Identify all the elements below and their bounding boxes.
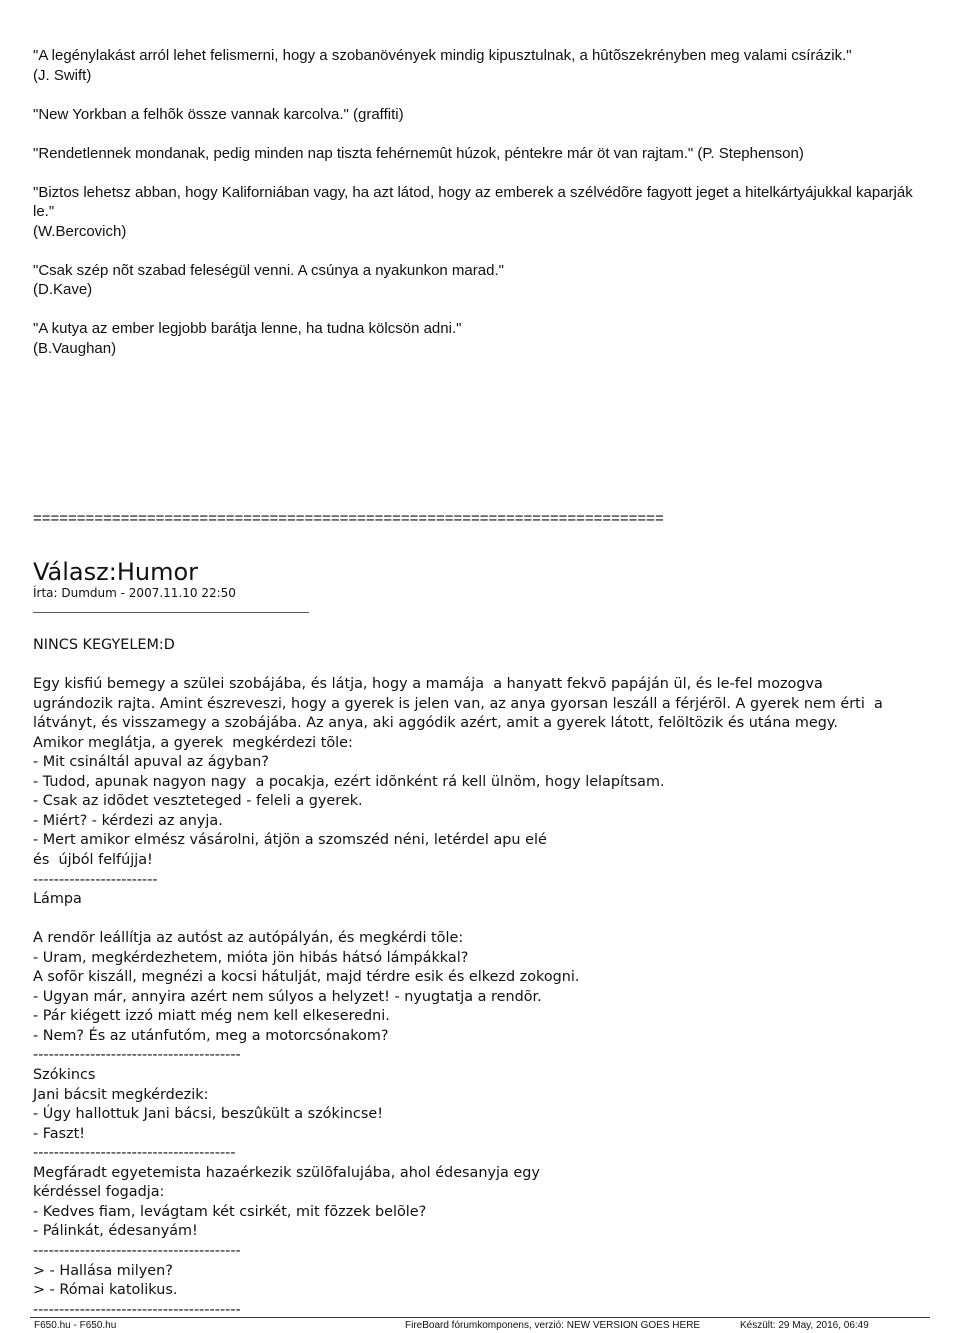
post-line: ----------------------------------------	[33, 1047, 241, 1064]
post-line: ------------------------	[33, 871, 158, 888]
quote-attribution: (D.Kave)	[33, 281, 93, 298]
quote-line: "A kutya az ember legjobb barátja lenne, ha tudna kölcsön adni."	[33, 320, 462, 337]
post-line: Szókincs	[33, 1067, 96, 1084]
post-line: - Uram, megkérdezhetem, mióta jön hibás hátsó lámpákkal?	[33, 949, 469, 966]
post-line: Amikor meglátja, a gyerek megkérdezi tõle:	[33, 734, 353, 751]
post-line: - Úgy hallottuk Jani bácsi, beszûkült a szókincse!	[33, 1106, 383, 1123]
post-line: > - Római katolikus.	[33, 1282, 178, 1299]
post-line: - Mit csináltál apuval az ágyban?	[33, 754, 269, 771]
quote-block	[33, 183, 933, 242]
post-line: Egy kisfiú bemegy a szülei szobájába, és látja, hogy a mamája a hanyatt fekvõ papáján ül, és le-fel mozogva	[33, 676, 823, 693]
post-line	[33, 910, 933, 930]
page-footer	[0, 1317, 960, 1332]
post-line: > - Hallása milyen?	[33, 1262, 173, 1279]
quote-attribution: (B.Vaughan)	[33, 339, 117, 357]
post-line: - Tudod, apunak nagyon nagy a pocakja, ezért idõnként rá kell ülnöm, hogy lelapítsam.	[33, 773, 665, 790]
footer-created: Készült: 29 May, 2016, 06:49	[740, 1320, 869, 1331]
quote-line: "Rendetlennek mondanak, pedig minden nap tiszta fehérnemût húzok, péntekre már öt van rajtam." (P. Stephenson)	[33, 144, 804, 162]
post-body	[33, 636, 933, 1320]
post-line: ----------------------------------------	[33, 1242, 241, 1259]
quotes-section	[33, 46, 933, 358]
post-line: Megfáradt egyetemista hazaérkezik szülõfalujába, ahol édesanyja egy	[33, 1164, 540, 1181]
post-line: látványt, és visszamegy a szobájába. Az anya, aki aggódik azért, amit a gyerek látott, felöltözik és utána megy.	[33, 715, 838, 732]
quote-attribution: (W.Bercovich)	[33, 222, 127, 240]
post-line: kérdéssel fogadja:	[33, 1184, 165, 1201]
post-line: ugrándozik rajta. Amint észreveszi, hogy a gyerek is jelen van, az anya gyorsan leszáll a férjérõl. A gyerek nem érti a	[33, 695, 883, 712]
post-line: - Faszt!	[33, 1125, 86, 1142]
post-line: - Kedves fiam, levágtam két csirkét, mit fõzzek belõle?	[33, 1203, 427, 1220]
quote-block	[33, 319, 933, 358]
post-line: - Ugyan már, annyira azért nem súlyos a helyzet! - nyugtatja a rendõr.	[33, 988, 542, 1005]
post-line: - Csak az idõdet veszteteged - feleli a gyerek.	[33, 793, 363, 810]
post-line: ----------------------------------------	[33, 1301, 241, 1318]
footer-site: F650.hu - F650.hu	[34, 1320, 117, 1331]
separator-line: ========================================================================	[33, 510, 664, 527]
post-line: A sofõr kiszáll, megnézi a kocsi hátulját, majd térdre esik és elkezd zokogni.	[33, 969, 580, 986]
post-line	[33, 656, 933, 676]
post-line: Jani bácsit megkérdezik:	[33, 1086, 209, 1103]
post-line: NINCS KEGYELEM:D	[33, 637, 175, 653]
post-line: Lámpa	[33, 891, 82, 908]
post-line: - Miért? - kérdezi az anyja.	[33, 812, 223, 829]
post-line: és újból felfújja!	[33, 852, 153, 869]
post-line: A rendõr leállítja az autóst az autópályán, és megkérdi tõle:	[33, 930, 464, 947]
quote-line: "A legénylakást arról lehet felismerni, hogy a szobanövények mindig kipusztulnak, a hûtõszekrényben meg valami csírázik."	[33, 47, 852, 64]
footer-component: FireBoard fórumkomponens, verzió: NEW VERSION GOES HERE	[405, 1320, 701, 1331]
quote-line: "Biztos lehetsz abban, hogy Kaliforniában vagy, ha azt látod, hogy az emberek a szélvédõre fagyott jeget a hitelkártyájukkal kaparják le."	[33, 183, 913, 220]
quote-block	[33, 46, 933, 85]
quote-line: "Csak szép nõt szabad feleségül venni. A csúnya a nyakunkon marad."	[33, 261, 504, 279]
footer-divider	[30, 1317, 930, 1318]
reply-title: Válasz:Humor	[33, 558, 199, 586]
quote-line: "New Yorkban a felhõk össze vannak karcolva." (graffiti)	[33, 105, 404, 123]
post-line: - Pár kiégett izzó miatt még nem kell elkeseredni.	[33, 1008, 390, 1025]
quote-block	[33, 144, 933, 164]
post-line: ---------------------------------------	[33, 1145, 236, 1162]
quote-block	[33, 105, 933, 125]
post-line: - Mert amikor elmész vásárolni, átjön a szomszéd néni, letérdel apu elé	[33, 832, 547, 849]
author-line: Írta: Dumdum - 2007.11.10 22:50	[33, 586, 236, 600]
quote-attribution: (J. Swift)	[33, 66, 92, 84]
post-line: - Nem? És az utánfutóm, meg a motorcsónakom?	[33, 1027, 389, 1044]
post-line: - Pálinkát, édesanyám!	[33, 1223, 198, 1240]
divider	[33, 612, 309, 613]
quote-block	[33, 261, 933, 300]
